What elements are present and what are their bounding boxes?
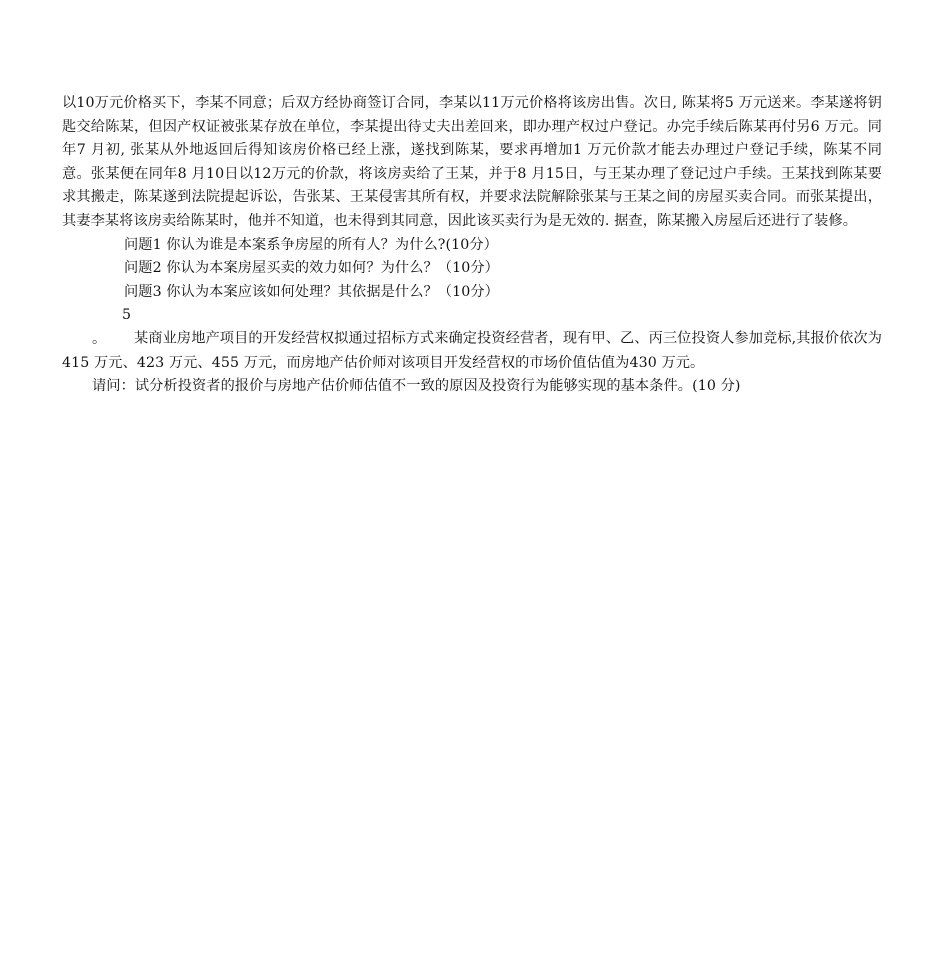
question-1: 问题1 你认为谁是本案系争房屋的所有人？为什么?(10分） [124,236,498,253]
item-5-number: 5 。 [92,307,132,347]
case-paragraph: 以10万元价格买下，李某不同意；后双方经协商签订合同，李某以11万元价格将该房出售。次日, 陈某将5 万元送来。李某遂将钥匙交给陈某，但因产权证被张某存放在单位，李某提出待丈夫出差回来，即办理产权过户登记。办完手续后陈某再付另6 万元。同年7 月初, 张某从外地返回后得知该房价格已经上涨，遂找到陈某，要求再增加1 万元价款才能去办理过户登记手续，陈某不同意。张某便在同年8 月10日以12万元的价款，将该房卖给了王某，并于8 月15日，与王某办理了登记过户手续。王某找到陈某要求其搬走，陈某遂到法院提起诉讼，告张某、王某侵害其所有权，并要求法院解除张某与王某之间的房屋买卖合同。而张某提出，其妻李某将该房卖给陈某时，他并不知道，也未得到其同意，因此该买卖行为是无效的. 据查，陈某搬入房屋后还进行了装修。 [62,95,882,229]
item-5-question: 请问：试分析投资者的报价与房地产估价师估值不一致的原因及投资行为能够实现的基本条件。(10 分) [92,378,741,395]
question-2: 问题2 你认为本案房屋买卖的效力如何？为什么？（10分） [124,260,499,277]
item-5-paragraph [62,304,882,375]
item-5-text: 某商业房地产项目的开发经营权拟通过招标方式来确定投资经营者，现有甲、乙、丙三位投资人参加竞标,其报价依次为415 万元、423 万元、455 万元，而房地产估价师对该项目开发经营权的市场价值估值为430 万元。 [62,330,882,371]
question-3: 问题3 你认为本案应该如何处理？其依据是什么？（10分） [124,283,499,300]
document-body [62,92,882,399]
